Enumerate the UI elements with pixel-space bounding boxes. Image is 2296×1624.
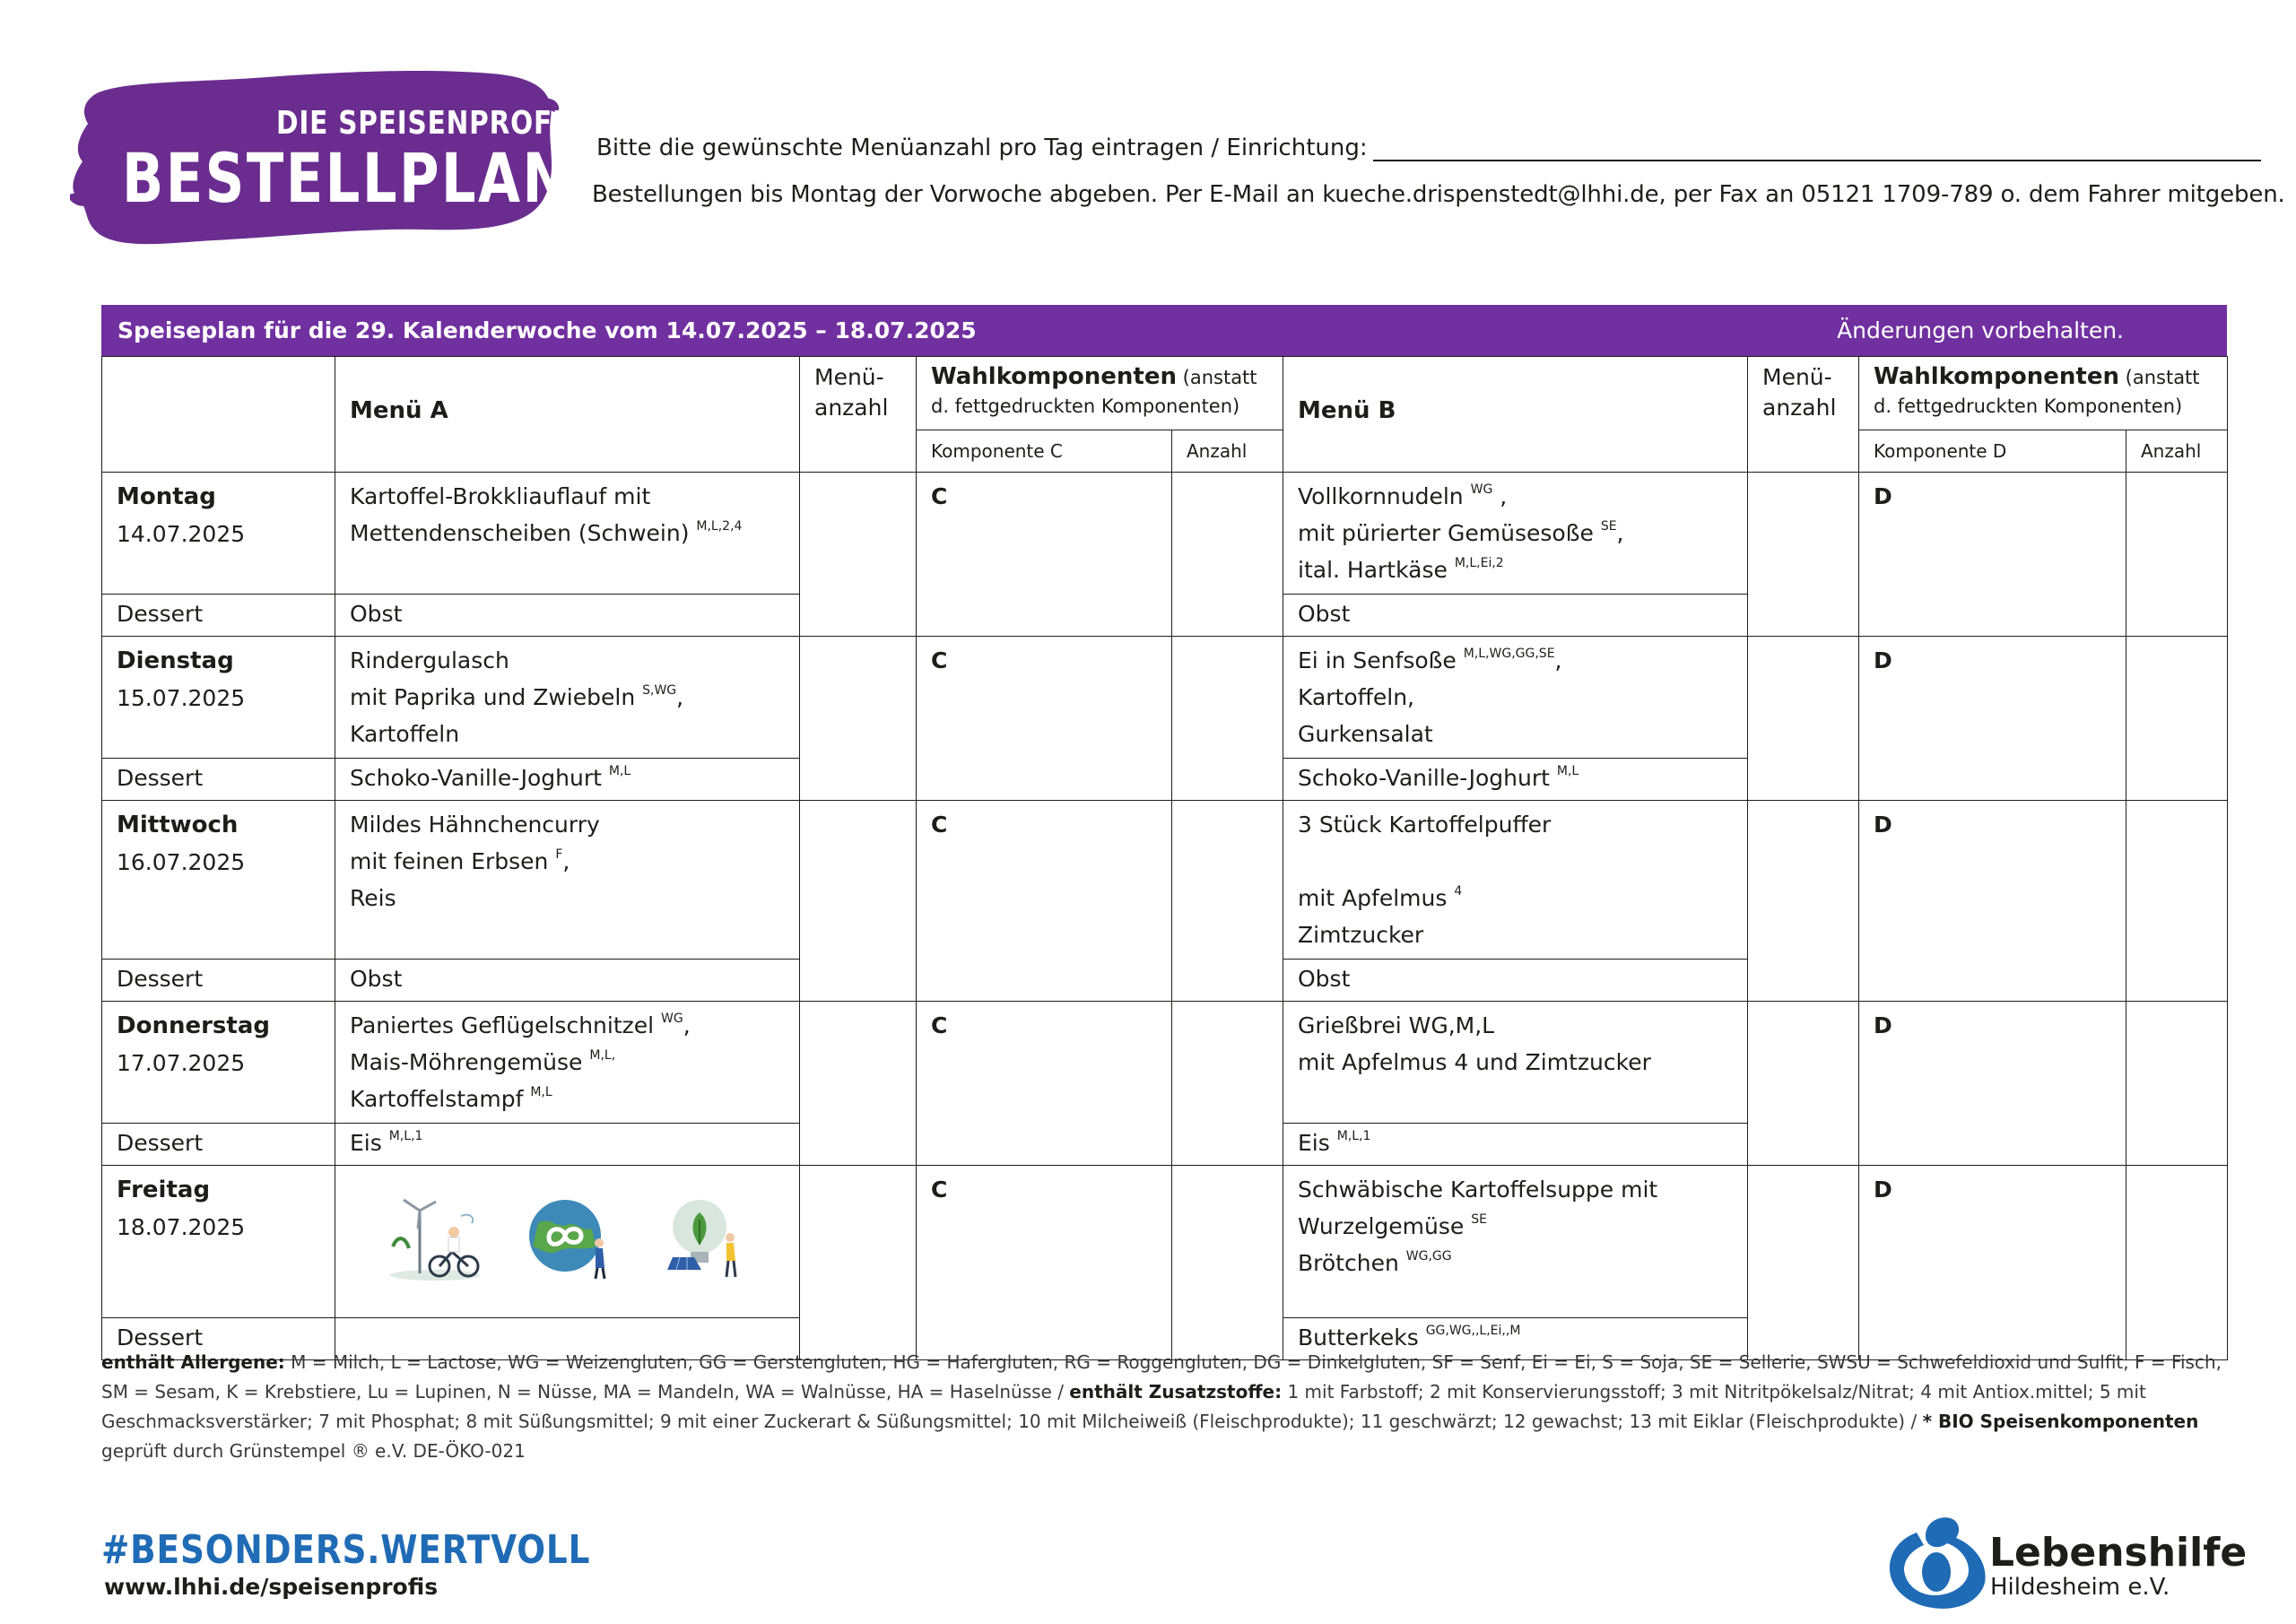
komponente-c-label: C [931,812,948,838]
komponente-d-label: D [1874,483,1892,509]
komponente-c-cell[interactable] [917,473,1172,637]
menu-a-cell [335,801,800,960]
komponente-d-cell[interactable] [1859,1166,2126,1360]
einrichtung-field[interactable] [1373,138,2261,161]
komponente-d-anzahl-input[interactable] [2126,1166,2228,1360]
dish-text: Gurkensalat [1298,721,1433,747]
header-anzahl-a: Menü-anzahl [800,357,917,473]
dish-suffix: , [676,684,684,710]
dish-text: Vollkornnudeln [1298,483,1464,509]
header-menu-a: Menü A [335,357,800,473]
header-anzahl-c: Anzahl [1172,430,1283,473]
logo-title: BESTELLPLAN [122,138,570,218]
dessert-a-cell [335,759,800,801]
dish-text: Kartoffeln [350,721,460,747]
dish-text: Kartoffeln, [1298,684,1414,710]
allergen-code: M,L,WG,GG,SE [1463,647,1555,661]
dish-text: mit pürierter Gemüsesoße [1298,520,1594,546]
dish-text: Kartoffel-Brokkliauflauf mit [350,483,651,509]
komponente-d-label: D [1874,647,1892,673]
allergen-code: F [555,847,563,862]
menu-a-line [350,1044,785,1081]
day-row [102,473,2228,595]
day-date: 17.07.2025 [117,1050,246,1076]
header-wahl-a-rest: (anstatt d. fettgedruckten Komponenten) [931,367,1257,417]
allergen-text: M = Milch, L = Lactose, WG = Weizengluten, GG = Gerstengluten, HG = Hafergluten, RG = Roggengluten, DG = Dinkelgluten, SF = Senf, Ei = Ei, S = Soja, SE = Sellerie, SWSU = Schwefeldioxid und Sulfit, F = Fisch, SM = Sesam, K = Krebstiere, Lu = Lupinen, N = Nüsse, MA = Mandeln, WA = Walnüsse, HA = Haselnüsse / [101,1351,2222,1403]
menu-b-line [1298,1208,1733,1245]
menu-a-anzahl-input[interactable] [800,801,917,1002]
komponente-c-anzahl-input[interactable] [1172,473,1283,637]
komponente-c-anzahl-input[interactable] [1172,801,1283,1002]
menu-b-line [1298,478,1733,515]
allergen-code: WG,GG [1405,1249,1452,1264]
komponente-c-anzahl-input[interactable] [1172,1002,1283,1166]
komponente-d-anzahl-input[interactable] [2126,637,2228,801]
menu-b-anzahl-input[interactable] [1748,801,1859,1002]
instruction-text: Bitte die gewünschte Menüanzahl pro Tag eintragen / Einrichtung: [596,135,1368,161]
komponente-c-cell[interactable] [917,1166,1172,1360]
menu-a-anzahl-input[interactable] [800,637,917,801]
menu-b-line [1298,1007,1733,1044]
dish-suffix: , [683,1012,691,1038]
allergen-code: M,L [608,764,631,778]
menu-b-cell [1283,801,1748,960]
allergen-code: M,L [530,1085,552,1099]
dessert-label-cell [102,759,335,801]
allergen-code: WG [661,1012,683,1026]
komponente-d-label: D [1874,1177,1892,1203]
header-wahl-a-bold: Wahlkomponenten [931,363,1177,390]
day-row [102,1002,2228,1124]
dessert-label: Dessert [117,966,204,992]
dessert-a-cell [335,960,800,1002]
allergen-code: WG [1470,482,1493,497]
day-name: Montag [117,483,216,510]
plan-note: Änderungen vorbehalten. [1837,317,2124,343]
allergen-code: M,L,Ei,2 [1454,556,1504,570]
allergen-code: 4 [1454,884,1463,899]
lightbulb-solar-icon [655,1193,753,1282]
menu-a-line [350,806,785,843]
speiseplan-table [101,305,2227,1360]
allergen-code: SE [1600,519,1617,534]
dish-text: ital. Hartkäse [1298,557,1448,583]
menu-a-cell [335,637,800,759]
plan-title: Speiseplan für die 29. Kalenderwoche vom 14.07.2025 – 18.07.2025 [117,317,977,343]
header-wahl-b [1859,357,2228,430]
header-anzahl-b: Menü-anzahl [1748,357,1859,473]
menu-b-anzahl-input[interactable] [1748,1166,1859,1360]
menu-b-anzahl-input[interactable] [1748,1002,1859,1166]
dish-text: mit feinen Erbsen [350,848,549,874]
dish-suffix: , [1492,483,1508,509]
komponente-c-anzahl-input[interactable] [1172,1166,1283,1360]
menu-a-line [350,478,785,515]
header-menu-b: Menü B [1283,357,1748,473]
allergen-code: S,WG [642,683,677,698]
menu-b-cell [1283,473,1748,595]
dessert-label-cell [102,1124,335,1166]
header-anzahl-d: Anzahl [2126,430,2228,473]
menu-a-anzahl-input[interactable] [800,1166,917,1360]
day-date: 16.07.2025 [117,849,246,875]
komponente-d-label: D [1874,1012,1892,1038]
org-name: Lebenshilfe [1989,1530,2248,1576]
allergen-legend [101,1348,2227,1466]
website-link[interactable]: www.lhhi.de/speisenprofis [104,1574,439,1600]
header-wahl-a [917,357,1283,430]
dish-text: mit Apfelmus 4 und Zimtzucker [1298,1049,1651,1075]
day-date: 15.07.2025 [117,685,246,711]
day-name: Donnerstag [117,1012,270,1039]
instruction-line-2: Bestellungen bis Montag der Vorwoche abgeben. Per E-Mail an kueche.drispenstedt@lhhi.de, per Fax an 05121 1709-789 o. dem Fahrer mitgeben. [592,181,2285,208]
komponente-c-label: C [931,483,948,509]
allergen-code: M,L, [589,1048,616,1063]
dish-text: Zimtzucker [1298,922,1424,948]
allergen-code: M,L,2,4 [696,519,743,534]
menu-b-spacer [1298,843,1733,880]
menu-b-cell [1283,1166,1748,1318]
komponente-d-label: D [1874,812,1892,838]
menu-a-line [350,880,785,916]
bio-label: * BIO Speisenkomponenten [1922,1411,2199,1432]
dish-text: mit Apfelmus [1298,885,1448,911]
dish-suffix: , [1554,647,1562,673]
dessert-a-text: Schoko-Vanille-Joghurt [350,765,602,791]
komponente-c-anzahl-input[interactable] [1172,637,1283,801]
dish-text: Rindergulasch [350,647,509,673]
menu-b-line [1298,642,1733,679]
menu-a-anzahl-input[interactable] [800,473,917,637]
menu-a-cell [335,473,800,595]
dessert-a-cell [335,1124,800,1166]
header-wahl-b-rest: (anstatt d. fettgedruckten Komponenten) [1874,367,2200,417]
dessert-b-cell [1283,595,1748,637]
menu-a-anzahl-input[interactable] [800,1002,917,1166]
dessert-label: Dessert [117,765,204,791]
menu-a-line [350,843,785,880]
komponente-c-cell[interactable] [917,637,1172,801]
globe-recycle-icon [520,1193,619,1282]
menu-a-line [350,515,785,551]
day-cell [102,1002,335,1124]
menu-b-line [1298,1044,1733,1081]
dessert-b-text: Obst [1298,966,1351,992]
day-cell [102,473,335,595]
menu-b-cell [1283,637,1748,759]
plan-body [102,473,2228,1360]
allergen-code: M,L,1 [1336,1129,1371,1143]
dish-text: Mettendenscheiben (Schwein) [350,520,690,546]
header-wahl-b-bold: Wahlkomponenten [1874,363,2119,390]
menu-a-line [350,642,785,679]
org-subtitle: Hildesheim e.V. [1990,1574,2170,1601]
dish-text: Kartoffelstampf [350,1086,524,1112]
day-date: 18.07.2025 [117,1214,246,1240]
dessert-label: Dessert [117,1324,204,1350]
allergen-code: SE [1471,1212,1487,1227]
menu-b-line [1298,515,1733,551]
allergen-label: enthält Allergene: [101,1351,285,1373]
menu-a-cell [335,1002,800,1124]
hashtag: #BESONDERS.WERTVOLL [101,1527,591,1573]
komponente-d-anzahl-input[interactable] [2126,801,2228,1002]
dessert-b-text: Butterkeks [1298,1324,1419,1350]
komponente-d-cell[interactable] [1859,473,2126,637]
menu-b-line [1298,806,1733,843]
allergen-code: M,L,1 [388,1129,423,1143]
dish-text: Paniertes Geflügelschnitzel [350,1012,655,1038]
menu-a-line [350,679,785,716]
dish-text: Wurzelgemüse [1298,1213,1465,1239]
dessert-a-text: Obst [350,966,403,992]
komponente-c-label: C [931,647,948,673]
day-row [102,1166,2228,1318]
komponente-d-anzahl-input[interactable] [2126,473,2228,637]
komponente-d-cell[interactable] [1859,801,2126,1002]
plan-header-bar [101,305,2227,356]
menu-a-line [350,1007,785,1044]
day-name: Dienstag [117,647,234,674]
menu-b-line [1298,880,1733,916]
logo-tagline: DIE SPEISENPROFIS [276,105,583,142]
menu-b-line [1298,916,1733,953]
additive-text: 1 mit Farbstoff; 2 mit Konservierungsstoff; 3 mit Nitritpökelsalz/Nitrat; 4 mit Antiox.mittel; 5 mit Geschmacksverstärker; 7 mit Phosphat; 8 mit Süßungsmittel; 9 mit einer Zuckerart & Süßungsmittel; 10 mit Milcheiweiß (Fleischprodukte); 11 geschwärzt; 12 gewachst; 13 mit Eiklar (Fleischprodukte) / [101,1381,2146,1432]
header-komponente-d: Komponente D [1859,430,2126,473]
dessert-label: Dessert [117,601,204,627]
komponente-d-cell[interactable] [1859,1002,2126,1166]
dessert-label: Dessert [117,1130,204,1156]
menu-b-line [1298,1171,1733,1208]
dish-suffix: , [562,848,570,874]
day-date: 14.07.2025 [117,521,246,547]
dish-text: mit Paprika und Zwiebeln [350,684,636,710]
bio-text: geprüft durch Grünstempel ® e.V. DE-ÖKO-021 [101,1440,526,1462]
dessert-label-cell [102,595,335,637]
dish-text: Grießbrei WG,M,L [1298,1012,1495,1038]
komponente-d-anzahl-input[interactable] [2126,1002,2228,1166]
allergen-code: M,L [1556,764,1579,778]
dish-suffix: , [1616,520,1624,546]
dish-text: 3 Stück Kartoffelpuffer [1298,812,1552,838]
allergen-code: GG,WG,,L,Ei,,M [1425,1324,1521,1338]
logo-bestellplan [70,65,583,253]
menu-b-line [1298,551,1733,588]
header-komponente-c: Komponente C [917,430,1172,473]
header-day-cell [102,357,335,473]
dish-text: Schwäbische Kartoffelsuppe mit [1298,1177,1658,1203]
dessert-b-text: Schoko-Vanille-Joghurt [1298,765,1550,791]
day-cell [102,801,335,960]
dish-text: Brötchen [1298,1250,1399,1276]
dish-text: Ei in Senfsoße [1298,647,1457,673]
menu-b-line [1298,716,1733,752]
menu-b-line [1298,1245,1733,1281]
dish-text: Mais-Möhrengemüse [350,1049,583,1075]
dish-text: Mildes Hähnchencurry [350,812,600,838]
day-row [102,637,2228,759]
komponente-c-cell[interactable] [917,1002,1172,1166]
dish-text: Reis [350,885,396,911]
dessert-a-text: Obst [350,601,403,627]
menu-a-cell [335,1166,800,1318]
dessert-b-text: Eis [1298,1130,1330,1156]
dessert-b-cell [1283,759,1748,801]
day-row [102,801,2228,960]
dessert-b-cell [1283,960,1748,1002]
day-name: Freitag [117,1177,211,1203]
menu-b-cell [1283,1002,1748,1124]
sustainability-illustrations [350,1171,785,1282]
komponente-d-cell[interactable] [1859,637,2126,801]
menu-a-line [350,716,785,752]
dessert-a-cell [335,595,800,637]
komponente-c-cell[interactable] [917,801,1172,1002]
menu-grid [101,356,2228,1360]
dessert-b-text: Obst [1298,601,1351,627]
dessert-a-text: Eis [350,1130,382,1156]
menu-b-anzahl-input[interactable] [1748,473,1859,637]
wind-bike-icon [386,1193,484,1282]
day-name: Mittwoch [117,812,239,838]
day-cell [102,637,335,759]
komponente-c-label: C [931,1012,948,1038]
instruction-line-1 [596,135,2261,161]
day-cell [102,1166,335,1318]
additive-label: enthält Zusatzstoffe: [1069,1381,1283,1403]
dessert-label-cell [102,960,335,1002]
dessert-b-cell [1283,1124,1748,1166]
menu-b-line [1298,679,1733,716]
menu-a-line [350,1081,785,1117]
menu-b-anzahl-input[interactable] [1748,637,1859,801]
komponente-c-label: C [931,1177,948,1203]
